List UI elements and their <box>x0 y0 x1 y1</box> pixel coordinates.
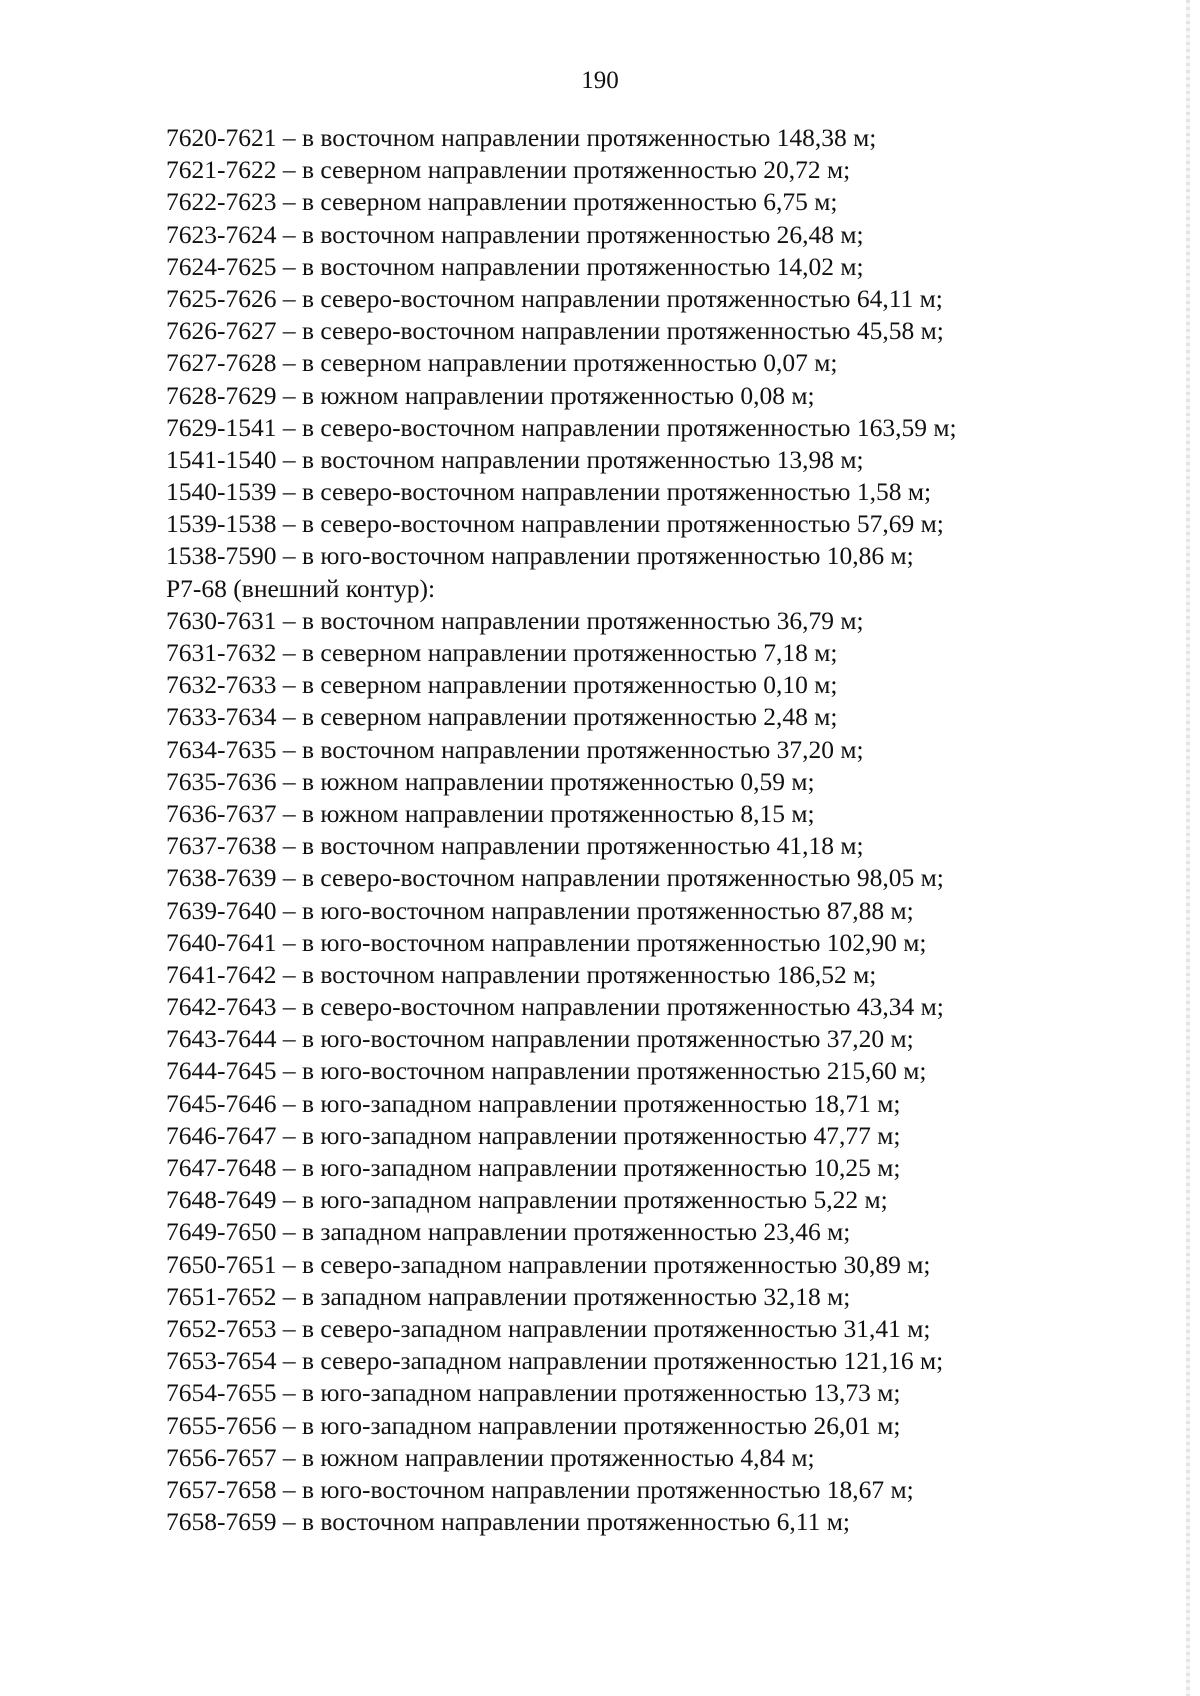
list-item: 7625-7626 – в северо-восточном направлении протяженностью 64,11 м; <box>166 283 943 313</box>
list-item: 7645-7646 – в юго-западном направлении протяженностью 18,71 м; <box>166 1088 901 1118</box>
list-item: 1539-1538 – в северо-восточном направлении протяженностью 57,69 м; <box>166 509 944 539</box>
list-item: 7643-7644 – в юго-восточном направлении протяженностью 37,20 м; <box>166 1024 914 1054</box>
list-item: 7656-7657 – в южном направлении протяженностью 4,84 м; <box>166 1442 815 1472</box>
list-item: 7633-7634 – в северном направлении протяженностью 2,48 м; <box>166 702 838 732</box>
list-item: 7652-7653 – в северо-западном направлении протяженностью 31,41 м; <box>166 1313 931 1343</box>
page-number: 190 <box>581 67 619 94</box>
list-item: 7627-7628 – в северном направлении протяженностью 0,07 м; <box>166 348 838 378</box>
list-item: 7650-7651 – в северо-западном направлении протяженностью 30,89 м; <box>166 1249 931 1279</box>
list-item: 7644-7645 – в юго-восточном направлении протяженностью 215,60 м; <box>166 1056 927 1086</box>
list-item: 7640-7641 – в юго-восточном направлении протяженностью 102,90 м; <box>166 927 927 957</box>
list-item: 7651-7652 – в западном направлении протяженностью 32,18 м; <box>166 1281 851 1311</box>
list-item: 1541-1540 – в восточном направлении протяженностью 13,98 м; <box>166 444 864 474</box>
list-item: 1538-7590 – в юго-восточном направлении протяженностью 10,86 м; <box>166 541 914 571</box>
list-item: 7639-7640 – в юго-восточном направлении протяженностью 87,88 м; <box>166 895 914 925</box>
list-item: 7620-7621 – в восточном направлении протяженностью 148,38 м; <box>166 123 877 152</box>
list-item: 7631-7632 – в северном направлении протяженностью 7,18 м; <box>166 638 838 667</box>
list-item: 7632-7633 – в северном направлении протяженностью 0,10 м; <box>166 670 838 700</box>
list-item: 7637-7638 – в восточном направлении протяженностью 41,18 м; <box>166 831 864 861</box>
list-item: 7622-7623 – в северном направлении протяженностью 6,75 м; <box>166 187 838 217</box>
list-item: 7623-7624 – в восточном направлении протяженностью 26,48 м; <box>166 219 864 249</box>
list-item: 7624-7625 – в восточном направлении протяженностью 14,02 м; <box>166 251 864 281</box>
list-item: 7648-7649 – в юго-западном направлении протяженностью 5,22 м; <box>166 1185 888 1215</box>
list-item: 7649-7650 – в западном направлении протяженностью 23,46 м; <box>166 1217 851 1247</box>
list-item: 7635-7636 – в южном направлении протяженностью 0,59 м; <box>166 766 815 796</box>
list-item: 7655-7656 – в юго-западном направлении протяженностью 26,01 м; <box>166 1410 901 1440</box>
list-item: 7628-7629 – в южном направлении протяженностью 0,08 м; <box>166 380 815 410</box>
section-heading: Р7-68 (внешний контур): <box>166 573 436 603</box>
list-item: 7636-7637 – в южном направлении протяженностью 8,15 м; <box>166 798 815 828</box>
list-item: 7647-7648 – в юго-западном направлении протяженностью 10,25 м; <box>166 1153 901 1182</box>
boundary-description-list <box>166 122 1066 1538</box>
list-item: 7621-7622 – в северном направлении протяженностью 20,72 м; <box>166 155 851 185</box>
list-item: 7658-7659 – в восточном направлении протяженностью 6,11 м; <box>166 1507 850 1537</box>
list-item: 7642-7643 – в северо-восточном направлении протяженностью 43,34 м; <box>166 992 944 1022</box>
list-item: 7654-7655 – в юго-западном направлении протяженностью 13,73 м; <box>166 1378 901 1408</box>
list-item: 7629-1541 – в северо-восточном направлении протяженностью 163,59 м; <box>166 412 957 442</box>
list-item: 7641-7642 – в восточном направлении протяженностью 186,52 м; <box>166 959 877 989</box>
list-item: 7634-7635 – в восточном направлении протяженностью 37,20 м; <box>166 734 864 764</box>
list-item: 7638-7639 – в северо-восточном направлении протяженностью 98,05 м; <box>166 863 944 893</box>
list-item: 7626-7627 – в северо-восточном направлении протяженностью 45,58 м; <box>166 316 944 346</box>
list-item: 7653-7654 – в северо-западном направлении протяженностью 121,16 м; <box>166 1346 944 1376</box>
list-item: 1540-1539 – в северо-восточном направлении протяженностью 1,58 м; <box>166 477 932 507</box>
list-item: 7657-7658 – в юго-восточном направлении протяженностью 18,67 м; <box>166 1474 914 1504</box>
list-item: 7630-7631 – в восточном направлении протяженностью 36,79 м; <box>166 605 864 635</box>
list-item: 7646-7647 – в юго-западном направлении протяженностью 47,77 м; <box>166 1120 901 1150</box>
scan-edge-artifact <box>1186 0 1190 1696</box>
